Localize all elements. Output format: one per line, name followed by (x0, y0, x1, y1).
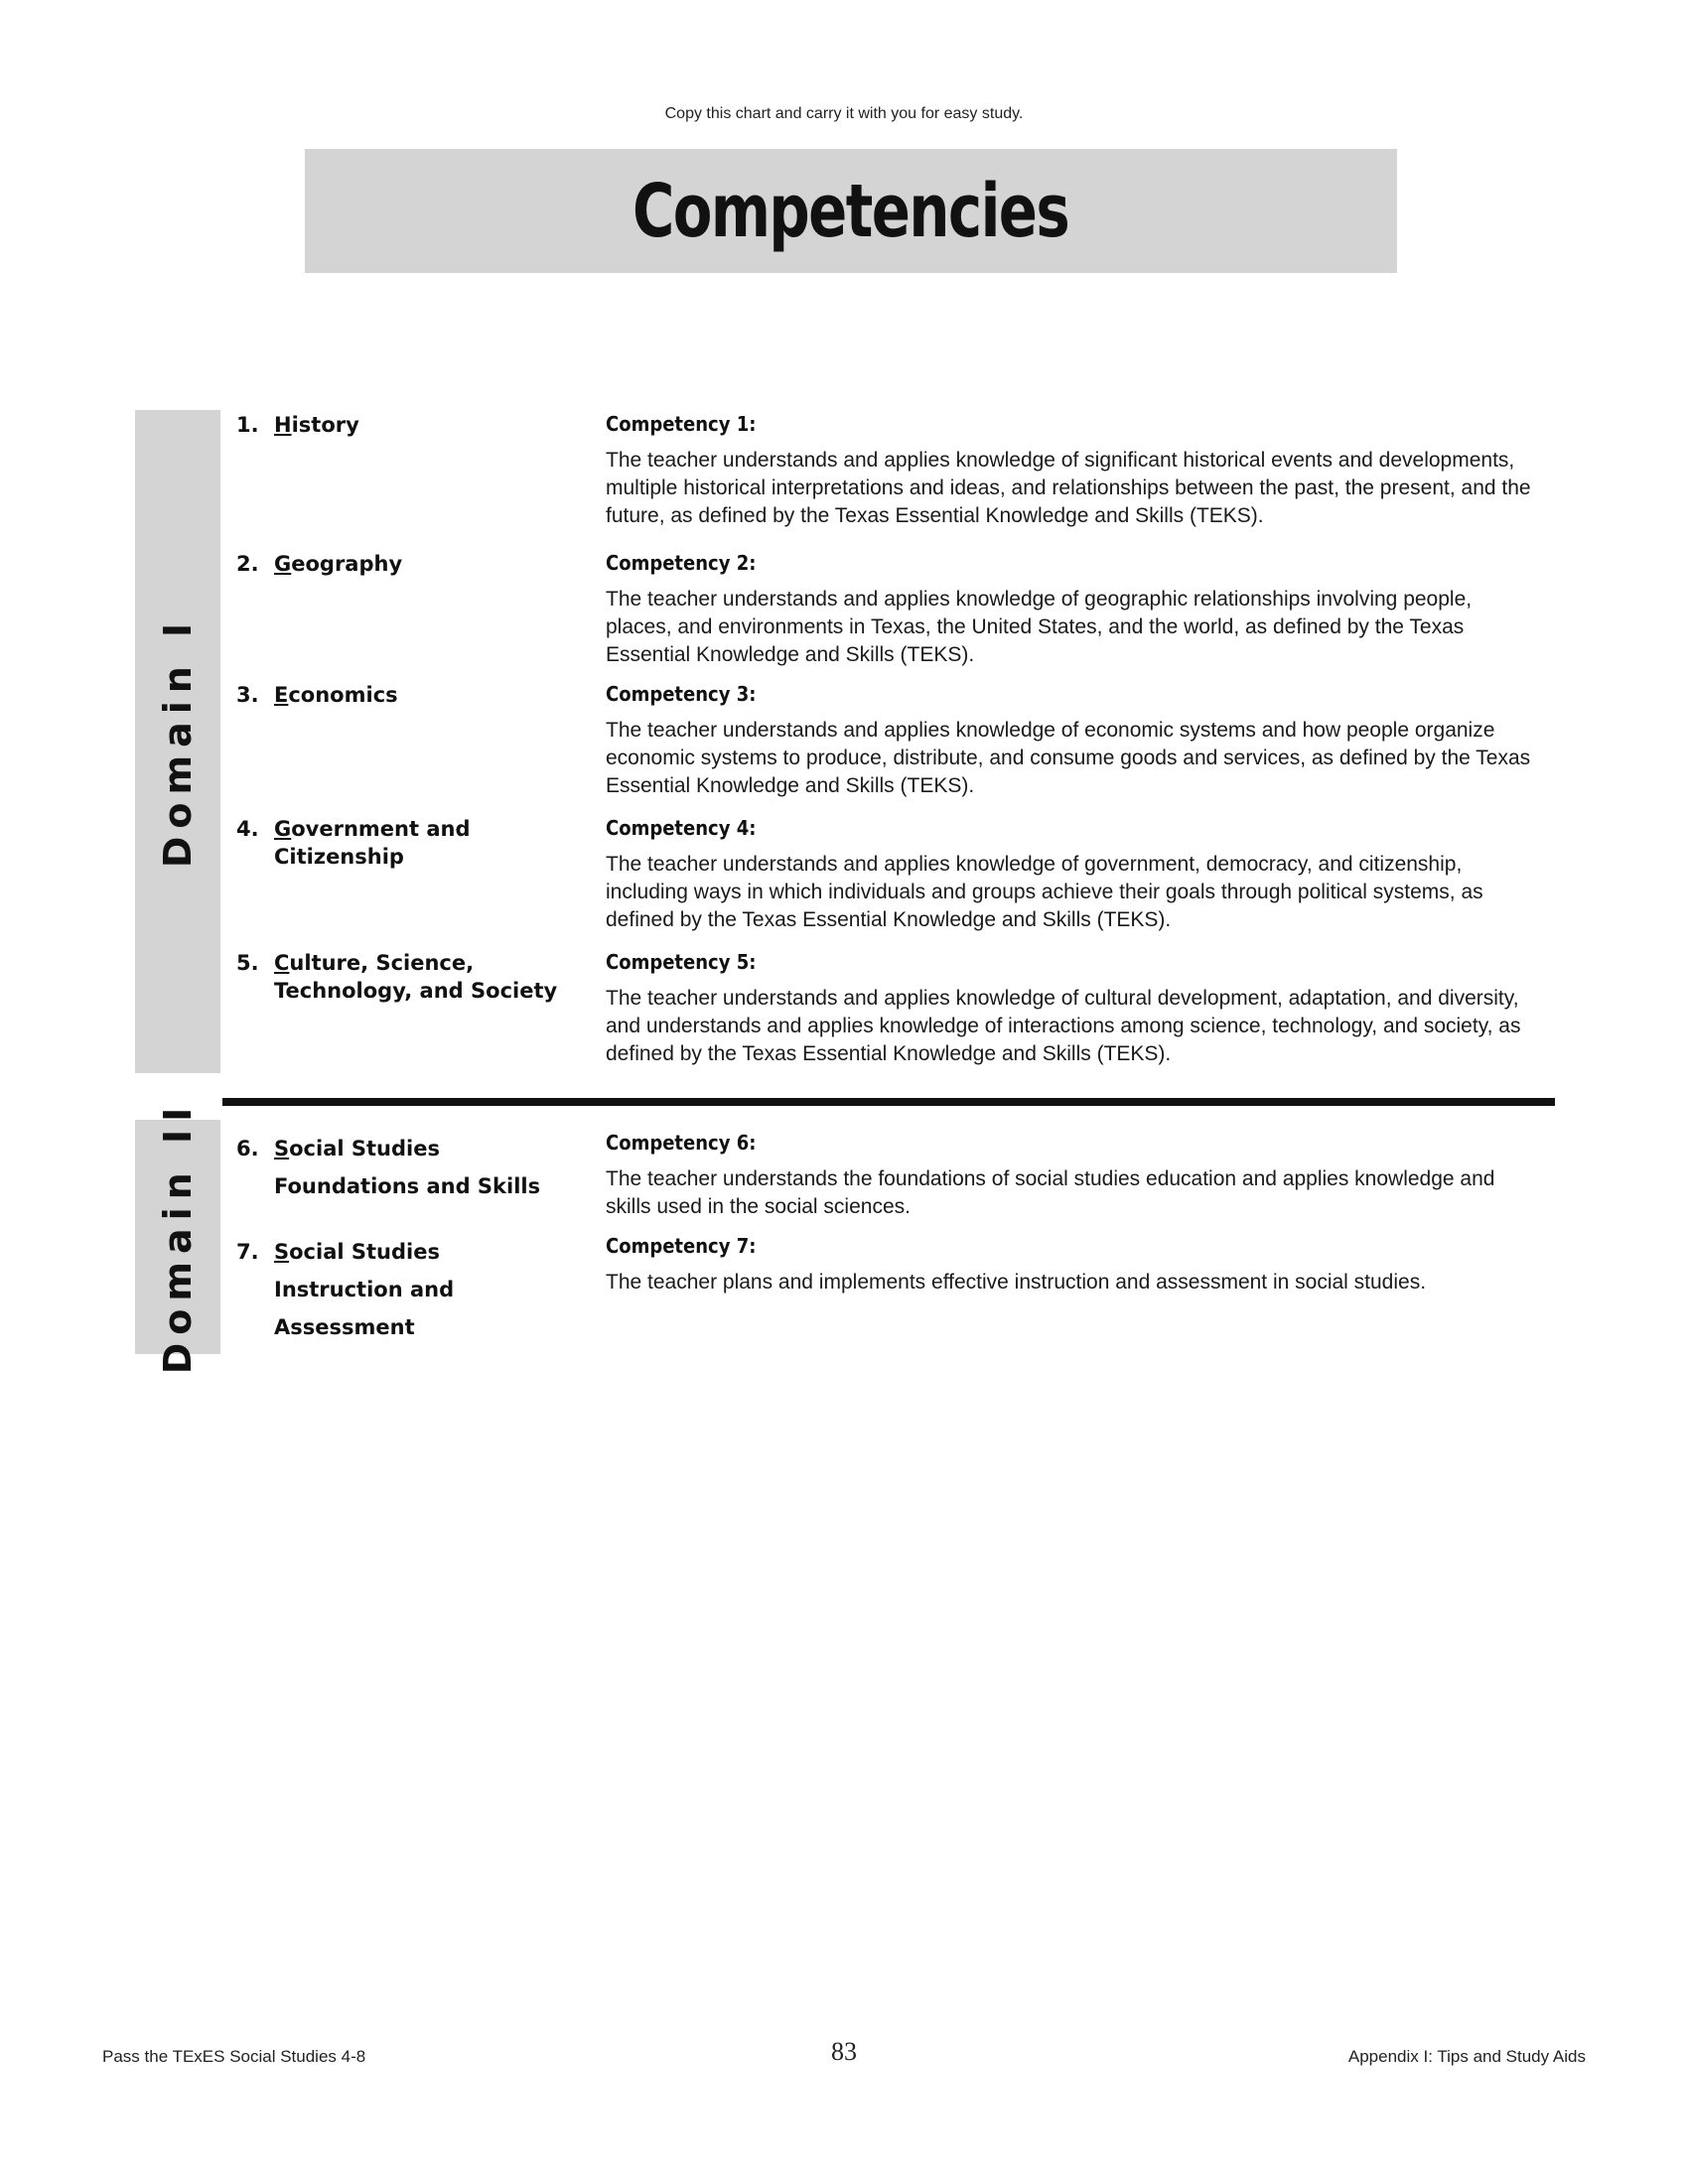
topic-name (274, 681, 574, 709)
topic-initial: S (274, 1240, 290, 1264)
footer-book-title: Pass the TExES Social Studies 4-8 (102, 2047, 366, 2066)
topic-rest: ocial Studies Foundations and Skills (274, 1137, 541, 1198)
topic-initial: E (274, 683, 289, 707)
topic-rest: ocial Studies Instruction and Assessment (274, 1240, 455, 1339)
topic-2 (236, 550, 574, 578)
topic-rest: overnment and Citizenship (274, 817, 471, 869)
domain-1-tab (135, 410, 220, 1073)
competency-1 (606, 411, 1534, 530)
topic-rest: eography (291, 552, 403, 576)
topic-number: 5. (236, 951, 259, 975)
topic-name (274, 1233, 574, 1346)
competency-4 (606, 815, 1534, 934)
competency-7 (606, 1233, 1534, 1297)
competency-text: The teacher understands and applies knowledge of cultural development, adaptation, and diversity, and understands and applies knowledge of interactions among science, technology, and society, as defined by the Texas Essential Knowledge and Skills (TEKS). (606, 987, 1521, 1065)
competency-heading: Competency 4: (606, 816, 757, 840)
topic-rest: istory (291, 413, 359, 437)
topic-initial: G (274, 552, 292, 576)
competency-heading: Competency 3: (606, 682, 757, 706)
competency-text: The teacher understands and applies knowledge of government, democracy, and citizenship, including ways in which individuals and groups achieve their goals through political systems, as defined by the Texas Essential Knowledge and Skills (TEKS). (606, 853, 1483, 931)
topic-number: 1. (236, 413, 259, 437)
topic-name (274, 411, 574, 439)
competency-heading: Competency 6: (606, 1131, 757, 1155)
topic-name (274, 1130, 574, 1205)
footer-section: Appendix I: Tips and Study Aids (1347, 2047, 1586, 2066)
page-title: Competencies (633, 168, 1069, 254)
competency-text: The teacher understands and applies knowledge of significant historical events and developments, multiple historical interpretations and ideas, and relationships between the past, the present, and the future, as defined by the Texas Essential Knowledge and Skills (TEKS). (606, 449, 1531, 527)
domain-2-label: Domain II (156, 1099, 201, 1375)
competency-text: The teacher understands and applies knowledge of geographic relationships involving people, places, and environments in Texas, the United States, and the world, as defined by the Texas Essential Knowledge and Skills (TEKS). (606, 588, 1473, 666)
domain-2-tab (135, 1099, 220, 1375)
topic-3 (236, 681, 574, 709)
topic-name (274, 815, 574, 871)
topic-name (274, 550, 574, 578)
competency-6 (606, 1130, 1534, 1221)
topic-initial: S (274, 1137, 290, 1160)
topic-7 (236, 1233, 574, 1346)
competency-2 (606, 550, 1534, 669)
topic-initial: C (274, 951, 290, 975)
topic-number: 7. (236, 1240, 259, 1264)
domain-divider (222, 1098, 1555, 1106)
competency-3 (606, 681, 1534, 800)
topic-number: 6. (236, 1137, 259, 1160)
topic-1 (236, 411, 574, 439)
competency-text: The teacher understands and applies knowledge of economic systems and how people organize economic systems to produce, distribute, and consume goods and services, as defined by the Texas Essential Knowledge and Skills (TEKS). (606, 719, 1531, 797)
domain-1-label: Domain I (156, 614, 200, 869)
page-number: 83 (831, 2037, 857, 2066)
topic-name (274, 949, 574, 1005)
topic-6 (236, 1130, 574, 1205)
topic-initial: G (274, 817, 292, 841)
copy-note: Copy this chart and carry it with you for easy study. (664, 105, 1024, 122)
topic-rest: ulture, Science, Technology, and Society (274, 951, 558, 1003)
title-banner (305, 149, 1397, 273)
competency-text: The teacher understands the foundations of social studies education and applies knowledge and skills used in the social sciences. (606, 1167, 1495, 1218)
topic-number: 4. (236, 817, 259, 841)
topic-number: 2. (236, 552, 259, 576)
topic-4 (236, 815, 574, 871)
topic-5 (236, 949, 574, 1005)
competency-text: The teacher plans and implements effective instruction and assessment in social studies. (606, 1271, 1427, 1294)
competency-heading: Competency 1: (606, 412, 757, 436)
competency-heading: Competency 2: (606, 551, 757, 575)
topic-initial: H (274, 413, 292, 437)
competency-heading: Competency 7: (606, 1234, 757, 1258)
competency-5 (606, 949, 1534, 1068)
topic-number: 3. (236, 683, 259, 707)
topic-rest: conomics (288, 683, 398, 707)
competency-heading: Competency 5: (606, 950, 757, 974)
